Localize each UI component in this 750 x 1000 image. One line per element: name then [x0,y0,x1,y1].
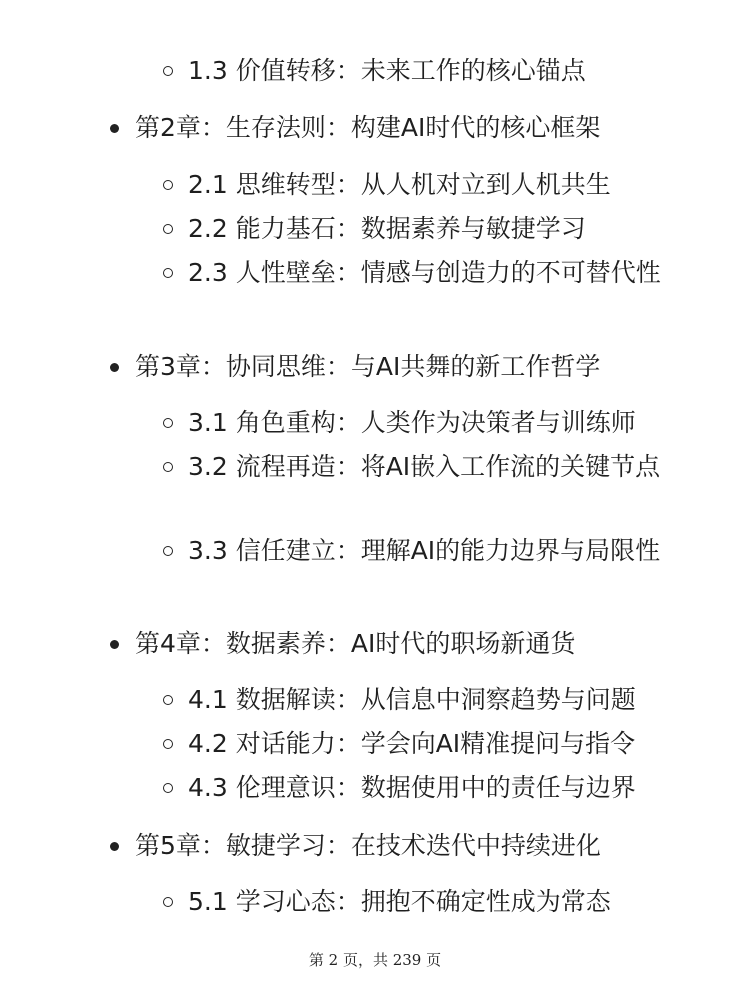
toc-section-5-1[interactable] [188,882,668,922]
toc-entry-text: 4.2 对话能力：学会向AI精准提问与指令 [188,729,636,758]
toc-entry-text: 第5章：敏捷学习：在技术迭代中持续进化 [135,831,601,860]
hollow-bullet-icon [163,462,173,472]
hollow-bullet-icon [163,268,173,278]
toc-chapter-2[interactable] [135,108,695,148]
toc-entry-text: 第3章：协同思维：与AI共舞的新工作哲学 [135,352,601,381]
toc-section-4-1[interactable] [188,680,668,720]
hollow-bullet-icon [163,66,173,76]
toc-entry-text: 2.1 思维转型：从人机对立到人机共生 [188,170,611,199]
toc-chapter-3[interactable] [135,347,695,387]
toc-section-2-3[interactable] [188,253,668,293]
toc-chapter-5[interactable] [135,826,695,866]
hollow-bullet-icon [163,783,173,793]
filled-bullet-icon [110,842,119,851]
toc-chapter-4[interactable] [135,624,695,664]
filled-bullet-icon [110,124,119,133]
hollow-bullet-icon [163,695,173,705]
filled-bullet-icon [110,363,119,372]
toc-entry-text: 4.1 数据解读：从信息中洞察趋势与问题 [188,685,636,714]
hollow-bullet-icon [163,180,173,190]
toc-entry-text: 3.1 角色重构：人类作为决策者与训练师 [188,408,636,437]
toc-section-3-2[interactable] [188,447,668,487]
toc-entry-text: 3.3 信任建立：理解AI的能力边界与局限性 [188,536,661,565]
hollow-bullet-icon [163,739,173,749]
toc-entry-text: 2.3 人性壁垒：情感与创造力的不可替代性 [188,258,661,287]
toc-section-1-3[interactable] [188,51,668,91]
toc-section-4-2[interactable] [188,724,668,764]
toc-entry-text: 2.2 能力基石：数据素养与敏捷学习 [188,214,586,243]
toc-entry-text: 3.2 流程再造：将AI嵌入工作流的关键节点 [188,452,661,481]
toc-entry-text: 4.3 伦理意识：数据使用中的责任与边界 [188,773,636,802]
filled-bullet-icon [110,640,119,649]
hollow-bullet-icon [163,418,173,428]
toc-section-3-1[interactable] [188,403,668,443]
toc-section-4-3[interactable] [188,768,668,808]
hollow-bullet-icon [163,897,173,907]
toc-entry-text: 5.1 学习心态：拥抱不确定性成为常态 [188,887,611,916]
toc-section-2-2[interactable] [188,209,668,249]
hollow-bullet-icon [163,224,173,234]
hollow-bullet-icon [163,546,173,556]
toc-section-3-3[interactable] [188,531,668,571]
toc-entry-text: 1.3 价值转移：未来工作的核心锚点 [188,56,586,85]
page-number-footer: 第 2 页，共 239 页 [308,951,442,969]
toc-entry-text: 第2章：生存法则：构建AI时代的核心框架 [135,113,601,142]
toc-entry-text: 第4章：数据素养：AI时代的职场新通货 [135,629,576,658]
toc-section-2-1[interactable] [188,165,668,205]
